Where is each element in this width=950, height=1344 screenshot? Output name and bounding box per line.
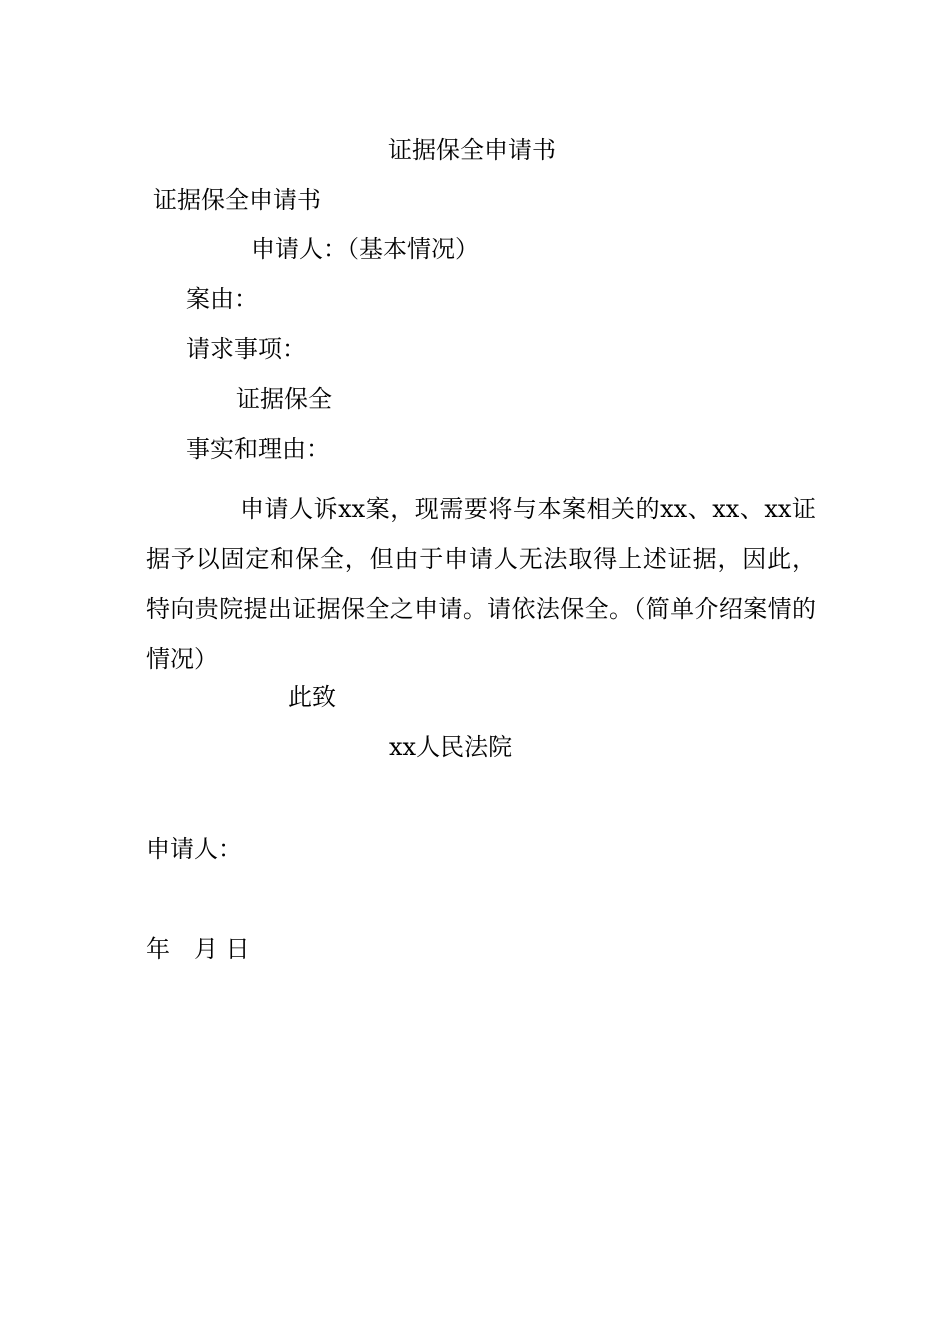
- signature-applicant-label: 申请人：: [146, 835, 242, 863]
- facts-body-paragraph: 申请人诉xx案，现需要将与本案相关的xx、xx、xx证据予以固定和保全，但由于申请人无法取得上述证据，因此，特向贵院提出证据保全之申请。请依法保全。（简单介绍案情的情况）: [146, 495, 816, 673]
- facts-and-reasons-label: 事实和理由：: [186, 435, 330, 463]
- closing-greeting: 此致: [288, 683, 336, 711]
- request-items-label: 请求事项：: [186, 335, 306, 363]
- document-subtitle: 证据保全申请书: [153, 186, 321, 214]
- date-line: 年 月 日: [146, 935, 250, 963]
- court-name: xx人民法院: [389, 733, 513, 761]
- request-items-value: 证据保全: [236, 385, 332, 413]
- document-title: 证据保全申请书: [388, 136, 556, 164]
- case-cause-label: 案由：: [186, 285, 258, 313]
- applicant-info-line: 申请人：（基本情况）: [251, 235, 479, 263]
